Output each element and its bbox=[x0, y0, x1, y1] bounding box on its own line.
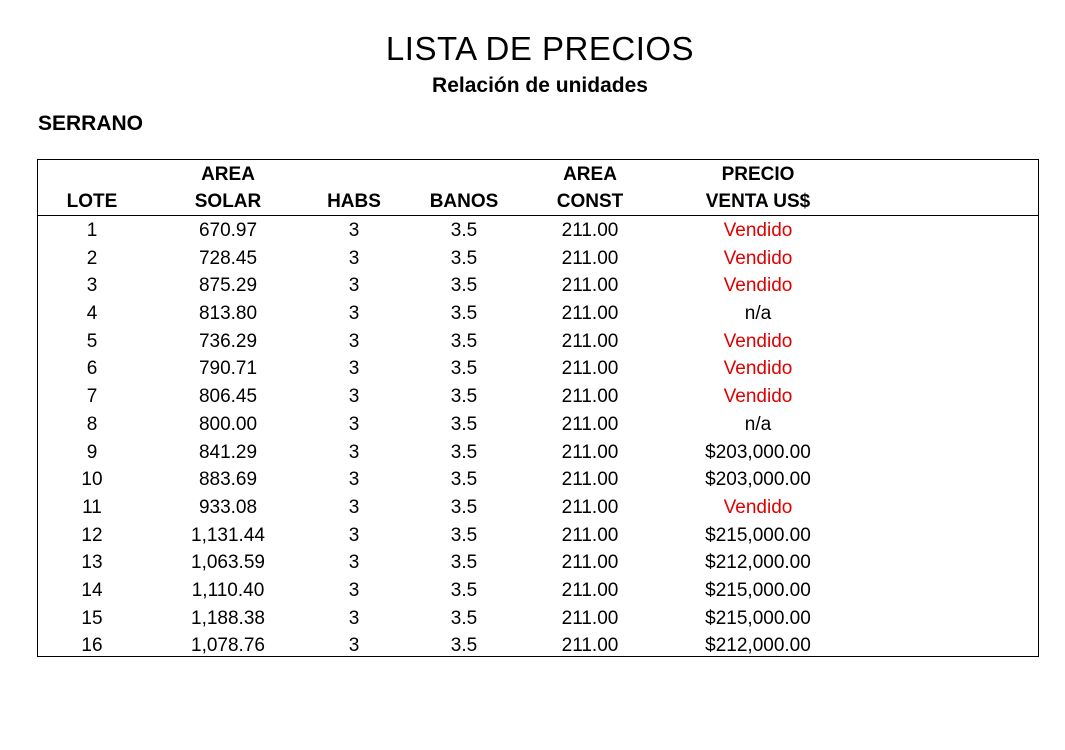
cell-area-solar: 806.45 bbox=[198, 386, 258, 408]
cell-precio: Vendido bbox=[723, 275, 793, 297]
table-row bbox=[38, 300, 1038, 328]
cell-lote: 14 bbox=[81, 579, 103, 601]
cell-area-const: 211.00 bbox=[561, 220, 619, 241]
table-row bbox=[38, 494, 1038, 522]
cell-habs: 3 bbox=[348, 358, 360, 380]
header-habs-line1 bbox=[314, 161, 394, 188]
cell-precio: $215,000.00 bbox=[705, 524, 811, 546]
table-row bbox=[38, 466, 1038, 494]
cell-area-solar: 813.80 bbox=[198, 303, 258, 325]
cell-banos: 3.5 bbox=[450, 386, 478, 408]
page-title: LISTA DE PRECIOS bbox=[385, 30, 695, 67]
cell-habs: 3 bbox=[348, 247, 360, 269]
cell-lote: 16 bbox=[81, 635, 103, 657]
cell-lote: 3 bbox=[86, 275, 98, 297]
price-table bbox=[37, 159, 1039, 657]
cell-habs: 3 bbox=[348, 386, 360, 408]
cell-habs: 3 bbox=[348, 579, 360, 601]
cell-area-const: 211.00 bbox=[561, 358, 619, 380]
cell-habs: 3 bbox=[348, 524, 360, 546]
header-area-const bbox=[540, 161, 640, 215]
cell-precio: $212,000.00 bbox=[705, 635, 811, 657]
header-banos bbox=[424, 161, 504, 215]
cell-precio: $215,000.00 bbox=[705, 579, 811, 601]
header-divider bbox=[38, 215, 1038, 216]
table-row bbox=[38, 411, 1038, 439]
cell-habs: 3 bbox=[348, 635, 360, 657]
cell-lote: 12 bbox=[81, 524, 103, 546]
table-row bbox=[38, 328, 1038, 356]
cell-area-const: 211.00 bbox=[561, 247, 619, 269]
page-subtitle: Relación de unidades bbox=[432, 74, 648, 97]
cell-area-solar: 736.29 bbox=[198, 330, 258, 352]
table-row bbox=[38, 522, 1038, 550]
header-habs bbox=[314, 161, 394, 215]
cell-lote: 4 bbox=[86, 303, 98, 325]
section-title: SERRANO bbox=[38, 112, 144, 135]
cell-area-solar: 1,063.59 bbox=[191, 552, 265, 574]
cell-area-const: 211.00 bbox=[561, 330, 619, 352]
table-row bbox=[38, 549, 1038, 577]
cell-area-const: 211.00 bbox=[561, 635, 619, 657]
cell-banos: 3.5 bbox=[450, 330, 478, 352]
cell-habs: 3 bbox=[348, 330, 360, 352]
cell-area-solar: 1,078.76 bbox=[191, 635, 265, 657]
header-lote-line1 bbox=[52, 161, 132, 188]
cell-precio: Vendido bbox=[723, 247, 793, 269]
table-row bbox=[38, 632, 1038, 660]
cell-area-const: 211.00 bbox=[561, 413, 619, 435]
cell-area-const: 211.00 bbox=[561, 303, 619, 325]
header-lote bbox=[52, 161, 132, 215]
cell-area-const: 211.00 bbox=[561, 441, 619, 463]
cell-area-solar: 933.08 bbox=[198, 496, 258, 518]
cell-area-const: 211.00 bbox=[561, 275, 619, 297]
table-row bbox=[38, 245, 1038, 273]
cell-area-solar: 728.45 bbox=[198, 247, 258, 269]
cell-area-const: 211.00 bbox=[561, 386, 619, 408]
cell-habs: 3 bbox=[348, 469, 360, 491]
cell-lote: 7 bbox=[86, 386, 98, 408]
cell-area-const: 211.00 bbox=[561, 469, 619, 491]
cell-habs: 3 bbox=[348, 496, 360, 518]
cell-area-solar: 883.69 bbox=[198, 469, 258, 491]
table-row bbox=[38, 439, 1038, 467]
cell-banos: 3.5 bbox=[450, 524, 478, 546]
cell-precio: n/a bbox=[744, 303, 772, 325]
cell-habs: 3 bbox=[348, 607, 360, 629]
cell-habs: 3 bbox=[348, 441, 360, 463]
header-area-solar bbox=[178, 161, 278, 215]
cell-banos: 3.5 bbox=[450, 303, 478, 325]
cell-area-solar: 1,188.38 bbox=[191, 607, 265, 629]
cell-banos: 3.5 bbox=[450, 607, 478, 629]
cell-lote: 11 bbox=[82, 496, 102, 518]
cell-lote: 1 bbox=[86, 220, 98, 241]
cell-banos: 3.5 bbox=[450, 220, 478, 241]
cell-precio: Vendido bbox=[723, 386, 793, 408]
cell-precio: $215,000.00 bbox=[705, 607, 811, 629]
cell-precio: Vendido bbox=[723, 330, 793, 352]
cell-area-const: 211.00 bbox=[561, 496, 619, 518]
cell-banos: 3.5 bbox=[450, 247, 478, 269]
cell-banos: 3.5 bbox=[450, 635, 478, 657]
cell-precio: $203,000.00 bbox=[705, 469, 811, 491]
cell-lote: 15 bbox=[81, 607, 103, 629]
table-row bbox=[38, 577, 1038, 605]
cell-precio: $203,000.00 bbox=[705, 441, 811, 463]
table-row bbox=[38, 355, 1038, 383]
cell-precio: Vendido bbox=[723, 220, 793, 241]
header-area-solar-line1: AREA bbox=[201, 164, 255, 185]
cell-precio: Vendido bbox=[723, 358, 793, 380]
cell-banos: 3.5 bbox=[450, 441, 478, 463]
cell-area-solar: 670.97 bbox=[198, 220, 258, 241]
cell-area-solar: 841.29 bbox=[198, 441, 258, 463]
cell-banos: 3.5 bbox=[450, 496, 478, 518]
cell-area-solar: 1,110.40 bbox=[191, 579, 265, 601]
cell-banos: 3.5 bbox=[450, 579, 478, 601]
table-row bbox=[38, 383, 1038, 411]
cell-lote: 2 bbox=[86, 247, 98, 269]
header-area-solar-line2: SOLAR bbox=[194, 191, 262, 212]
cell-banos: 3.5 bbox=[450, 552, 478, 574]
cell-lote: 5 bbox=[86, 330, 98, 352]
cell-banos: 3.5 bbox=[450, 358, 478, 380]
cell-precio: $212,000.00 bbox=[705, 552, 811, 574]
cell-lote: 8 bbox=[86, 413, 98, 435]
cell-lote: 6 bbox=[86, 358, 98, 380]
header-precio-line2: VENTA US$ bbox=[705, 191, 811, 212]
table-row bbox=[38, 217, 1038, 245]
cell-area-const: 211.00 bbox=[561, 552, 619, 574]
cell-area-const: 211.00 bbox=[561, 607, 619, 629]
header-habs-line2: HABS bbox=[327, 191, 381, 212]
header-banos-line2: BANOS bbox=[429, 191, 499, 212]
table-row bbox=[38, 605, 1038, 633]
cell-habs: 3 bbox=[348, 220, 360, 241]
header-lote-line2: LOTE bbox=[66, 191, 118, 212]
table-row bbox=[38, 272, 1038, 300]
cell-area-solar: 1,131.44 bbox=[191, 524, 265, 546]
cell-precio: Vendido bbox=[723, 496, 793, 518]
cell-lote: 10 bbox=[81, 469, 103, 491]
cell-area-solar: 875.29 bbox=[198, 275, 258, 297]
cell-banos: 3.5 bbox=[450, 413, 478, 435]
cell-area-solar: 800.00 bbox=[198, 413, 258, 435]
header-area-const-line1: AREA bbox=[563, 164, 617, 185]
cell-banos: 3.5 bbox=[450, 469, 478, 491]
cell-precio: n/a bbox=[744, 413, 772, 435]
header-banos-line1 bbox=[424, 161, 504, 188]
cell-lote: 13 bbox=[81, 552, 103, 574]
header-precio-line1: PRECIO bbox=[721, 164, 795, 185]
cell-area-const: 211.00 bbox=[561, 524, 619, 546]
cell-area-solar: 790.71 bbox=[198, 358, 258, 380]
header-precio bbox=[678, 161, 838, 215]
cell-lote: 9 bbox=[86, 441, 98, 463]
cell-habs: 3 bbox=[348, 413, 360, 435]
cell-area-const: 211.00 bbox=[561, 579, 619, 601]
cell-banos: 3.5 bbox=[450, 275, 478, 297]
cell-habs: 3 bbox=[348, 552, 360, 574]
cell-habs: 3 bbox=[348, 303, 360, 325]
cell-habs: 3 bbox=[348, 275, 360, 297]
table-body bbox=[38, 217, 1038, 660]
header-area-const-line2: CONST bbox=[556, 191, 624, 212]
